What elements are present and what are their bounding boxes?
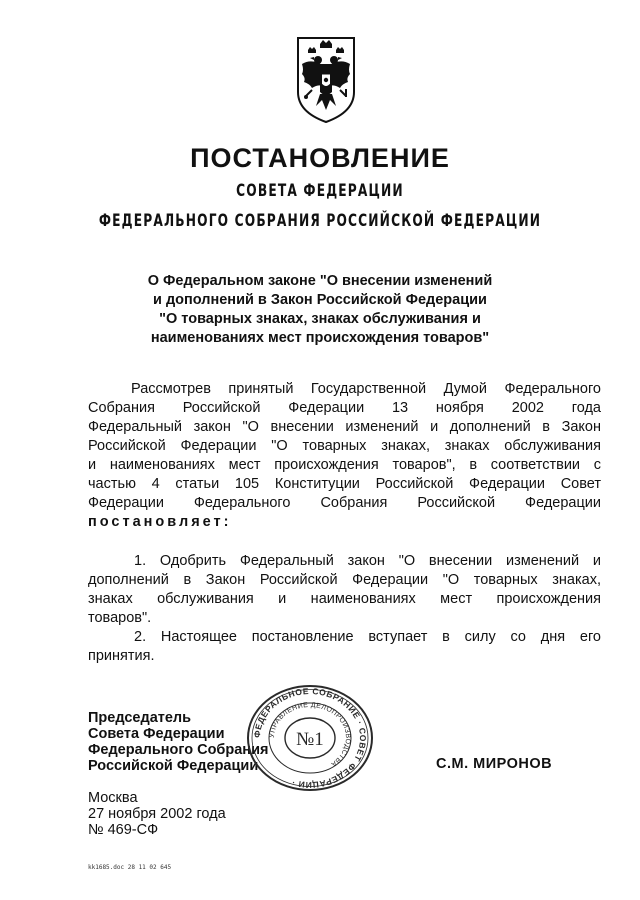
signer-title-line: Российской Федерации bbox=[88, 758, 259, 774]
resolution-subject bbox=[60, 272, 580, 348]
signer-title-line: Федерального Собрания bbox=[88, 742, 269, 758]
signer-title-line: Председатель bbox=[88, 710, 192, 726]
preamble-line: Рассмотрев принятый Государственной Думой Федерального bbox=[131, 381, 601, 397]
date: 27 ноября 2002 года bbox=[88, 806, 226, 822]
preamble-line: и наименованиях мест происхождения товаров", в соответствии с bbox=[88, 457, 601, 473]
file-footer: kk1685.doc 28 11 02 645 bbox=[88, 864, 172, 871]
item-1-line: товаров". bbox=[88, 610, 152, 626]
item-2-line: принятия. bbox=[88, 648, 155, 664]
document-title: ПОСТАНОВЛЕНИЕ bbox=[190, 143, 450, 173]
signer-title-line: Совета Федерации bbox=[88, 726, 225, 742]
preamble-line: Федеральный закон "О внесении изменений и дополнений в Закон bbox=[88, 419, 601, 435]
issuer-line-2: ФЕДЕРАЛЬНОГО СОБРАНИЯ РОССИЙСКОЙ ФЕДЕРАЦИИ bbox=[98, 211, 542, 231]
item-2-line: 2. Настоящее постановление вступает в силу со дня его bbox=[134, 629, 601, 645]
stamp-inner-text: УПРАВЛЕНИЕ ДЕЛОПРОИЗВОДСТВА bbox=[268, 701, 352, 768]
preamble-line: Федерации Федерального Собрания Российской Федерации bbox=[88, 495, 601, 511]
signer-title bbox=[88, 710, 268, 774]
subject-line: наименованиях мест происхождения товаров" bbox=[150, 330, 490, 346]
subject-line: и дополнений в Закон Российской Федерации bbox=[153, 292, 487, 308]
subject-line: О Федеральном законе "О внесении изменений bbox=[147, 273, 493, 289]
stamp-number: №1 bbox=[296, 729, 324, 750]
place-date-block bbox=[88, 790, 226, 838]
document-number: № 469-СФ bbox=[88, 822, 159, 838]
signer-name: С.М. МИРОНОВ bbox=[436, 756, 553, 772]
stamp-outer-text: ФЕДЕРАЛЬНОЕ СОБРАНИЕ · СОВЕТ ФЕДЕРАЦИИ · bbox=[251, 685, 369, 791]
resolution-items bbox=[88, 552, 601, 666]
official-seal-stamp bbox=[244, 684, 376, 792]
city: Москва bbox=[88, 790, 138, 806]
preamble-line: Собрания Российской Федерации 13 ноября 2002 года bbox=[88, 400, 601, 416]
preamble-line: частью 4 статьи 105 Конституции Российской Федерации Совет bbox=[88, 476, 601, 492]
preamble-line: Российской Федерации "О товарных знаках, знаках обслуживания bbox=[88, 438, 601, 454]
subject-line: "О товарных знаках, знаках обслуживания и bbox=[159, 311, 481, 327]
coat-of-arms-icon bbox=[294, 34, 358, 126]
preamble-paragraph bbox=[88, 380, 601, 532]
resolves-word: постановляет: bbox=[88, 514, 232, 530]
item-1-line: 1. Одобрить Федеральный закон "О внесении изменений и bbox=[134, 553, 601, 569]
item-1-line: дополнений в Закон Российской Федерации "О товарных знаках, bbox=[88, 572, 601, 588]
issuer-line-1: СОВЕТА ФЕДЕРАЦИИ bbox=[236, 181, 404, 201]
item-1-line: знаках обслуживания и наименованиях мест происхождения bbox=[88, 591, 601, 607]
